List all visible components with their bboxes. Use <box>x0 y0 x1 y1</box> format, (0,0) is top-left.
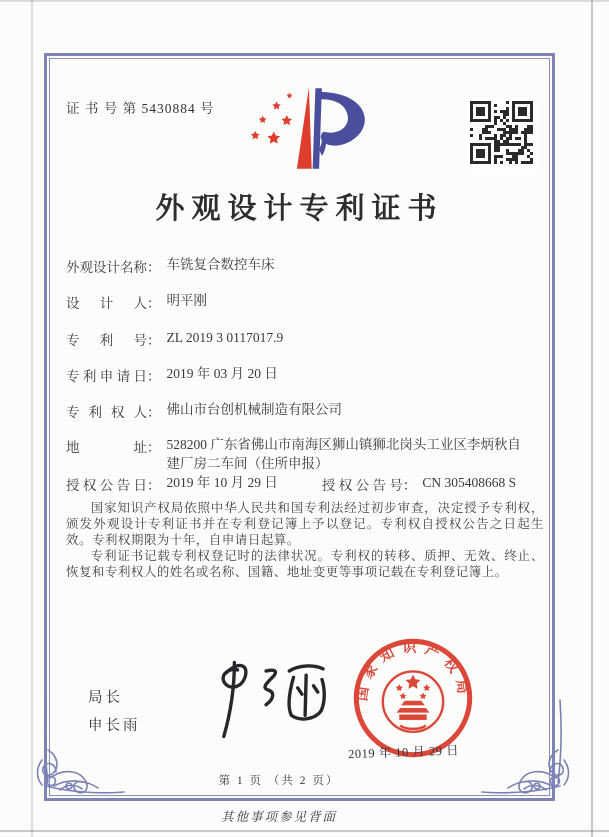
field-value: ZL 2019 3 0117017.9 <box>166 330 284 345</box>
legal-text-block <box>66 500 544 580</box>
paper-edge-bottom <box>0 830 609 832</box>
qr-code <box>466 97 538 169</box>
certificate-number: 证 书 号 第 5430884 号 <box>66 101 215 116</box>
field-label: 地址 <box>66 440 147 455</box>
commissioner-name: 申长雨 <box>88 718 141 734</box>
field-row-design-name: 外观设计名称 ： 车铣复合数控车床 <box>66 257 275 275</box>
field-row-patent-number: 专利号 ： ZL 2019 3 0117017.9 <box>66 330 284 348</box>
paper-edge-right <box>591 0 593 837</box>
field-label: 外观设计名称 <box>66 260 147 275</box>
field-value: 车铣复合数控车床 <box>166 257 275 272</box>
certificate-title: 外观设计专利证书 <box>155 193 444 225</box>
field-label: 专利权人 <box>66 405 147 420</box>
grant-number: CN 305408668 S <box>422 475 517 490</box>
paper-edge-top <box>0 0 609 2</box>
legal-paragraph-2: 专利证书记载专利权登记时的法律状况。专利权的转移、质押、无效、终止、恢复和专利权人的姓名或名称、国籍、地址变更等事项记载在专利登记簿上。 <box>66 549 544 579</box>
field-value: 528200 广东省佛山市南海区狮山镇狮北岗头工业区李炳秋自建厂房二车间（住所申报） <box>166 437 521 471</box>
field-label: 专利号 <box>66 333 147 348</box>
grant-date: 2019 年 10 月 29 日 <box>166 475 278 490</box>
commissioner-signature-icon <box>196 652 334 747</box>
commissioner-title: 局长 <box>88 690 123 706</box>
field-row-designer: 设计人 ： 明平刚 <box>66 293 207 311</box>
field-label: 专利申请日 <box>66 369 147 384</box>
legal-paragraph-1: 国家知识产权局依照中华人民共和国专利法经过初步审查，决定授予专利权，颁发外观设计专利证书并在专利登记簿上予以登记。专利权自授权公告之日起生效。专利权期限为十年，自申请日起算。 <box>66 501 544 547</box>
field-label: 授权公告号 <box>321 478 403 493</box>
field-value: 佛山市台创机械制造有限公司 <box>166 402 342 417</box>
field-row-address: 地址 ： 528200 广东省佛山市南海区狮山镇狮北岗头工业区李炳秋自建厂房二车间（住所申报） <box>66 436 548 473</box>
field-label: 授权公告日 <box>66 478 147 493</box>
field-row-patentee: 专利权人 ： 佛山市台创机械制造有限公司 <box>66 402 342 420</box>
page-number: 第 1 页 （共 2 页） <box>218 775 340 787</box>
field-row-grant: 授权公告日 ： 2019 年 10 月 29 日 授权公告号 ： CN 305408668 S <box>66 475 517 493</box>
field-value: 明平刚 <box>166 293 207 308</box>
field-label: 设计人 <box>66 296 147 311</box>
cnipa-patent-logo-icon <box>234 80 382 178</box>
field-row-filing-date: 专利申请日 ： 2019 年 03 月 20 日 <box>66 366 278 384</box>
seal-date: 2019 年 10 月 29 日 <box>347 743 460 762</box>
seal-ring-text: 国家知识产权局 <box>354 640 472 703</box>
field-value: 2019 年 03 月 20 日 <box>166 366 278 381</box>
back-side-note: 其他事项参见背面 <box>220 810 337 824</box>
